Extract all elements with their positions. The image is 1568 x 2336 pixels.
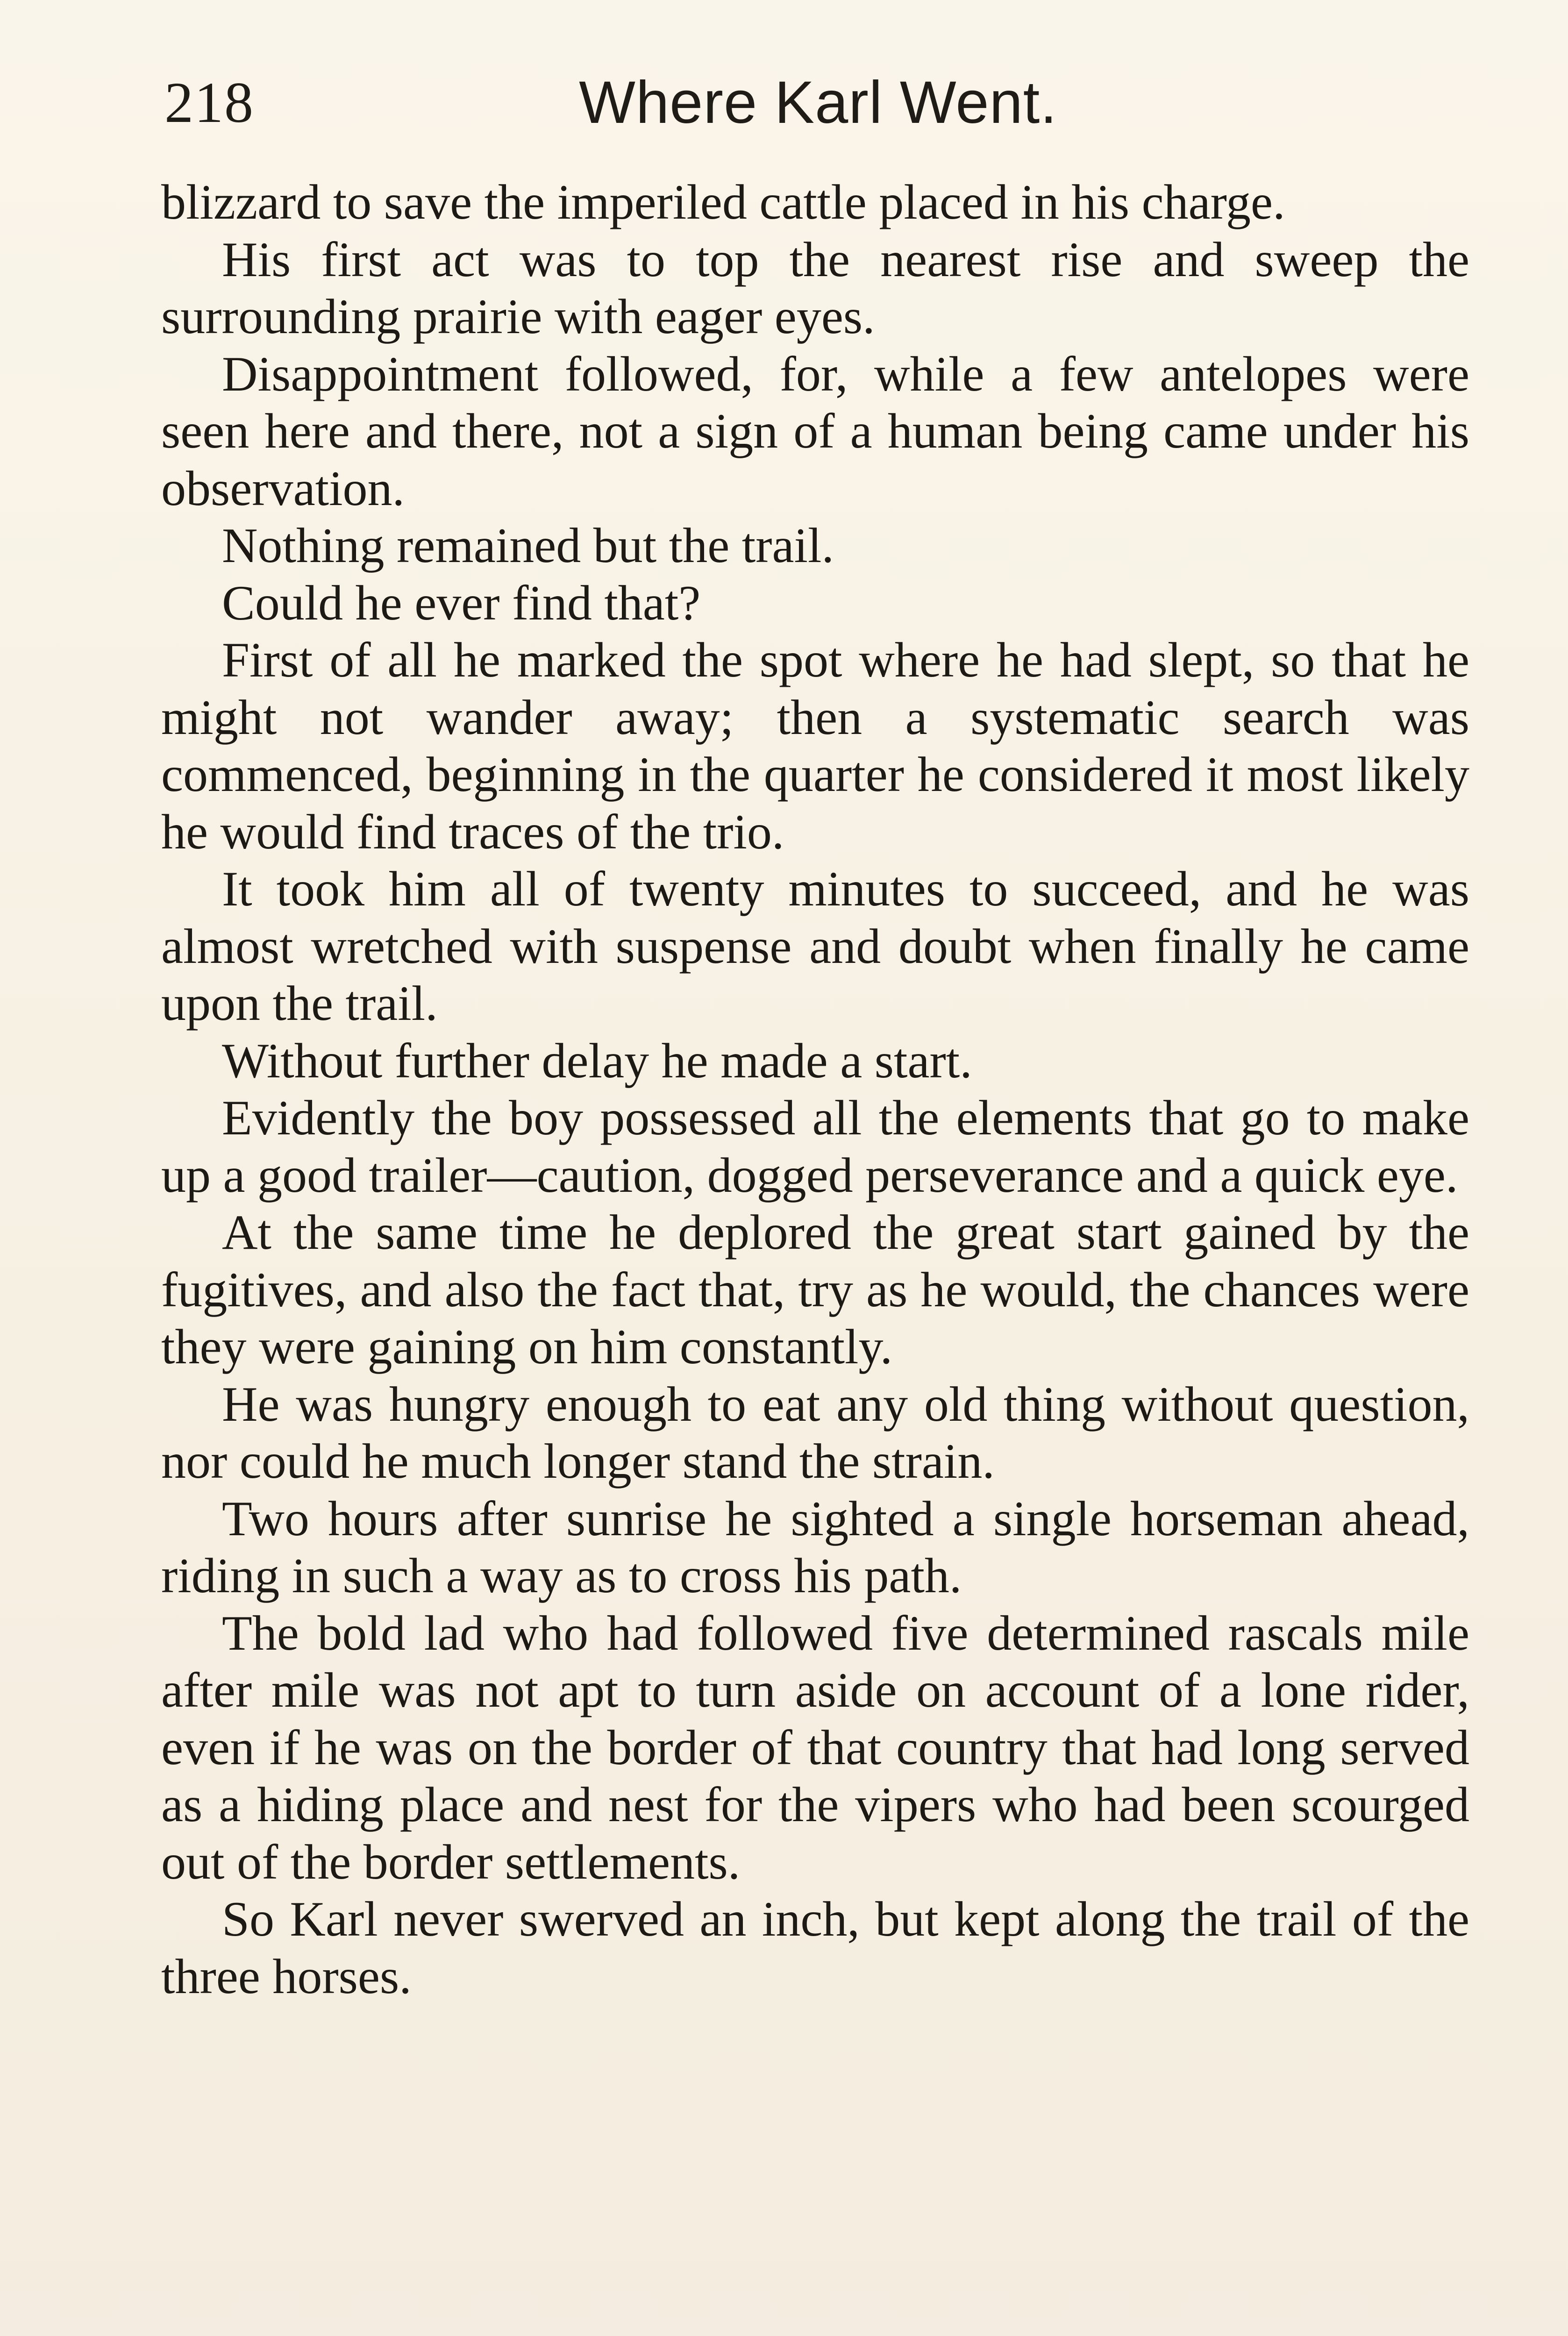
paragraph: So Karl never swerved an inch, but kept along the trail of the three horses.	[161, 1892, 1469, 2004]
paragraph: Two hours after sunrise he sighted a single horseman ahead, riding in such a way as to cross his path.	[161, 1491, 1469, 1603]
paragraph: Nothing remained but the trail.	[222, 518, 834, 573]
paragraph: First of all he marked the spot where he had slept, so that he might not wander away; then a systematic search was commenced, beginning in the quarter he considered it most likely he would find traces of the trio.	[161, 633, 1469, 859]
page-header	[164, 61, 1472, 145]
paragraph: He was hungry enough to eat any old thing without question, nor could he much longer stand the strain.	[161, 1376, 1469, 1488]
paragraph: Without further delay he made a start.	[222, 1033, 972, 1088]
paragraph: Could he ever find that?	[222, 575, 701, 630]
paragraph: It took him all of twenty minutes to succeed, and he was almost wretched with suspense and doubt when finally he came upon the trail.	[161, 862, 1469, 1031]
paragraph: At the same time he deplored the great start gained by the fugitives, and also the fact that, try as he would, the chances were they were gaining on him constantly.	[161, 1205, 1469, 1374]
paragraph: blizzard to save the imperiled cattle placed in his charge.	[161, 175, 1285, 229]
page-number: 218	[164, 71, 254, 135]
paragraph: His first act was to top the nearest rise and sweep the surrounding prairie with eager eyes.	[161, 232, 1469, 344]
body-text	[161, 174, 1469, 2005]
paragraph: Evidently the boy possessed all the elements that go to make up a good trailer—caution, dogged perseverance and a quick eye.	[161, 1090, 1469, 1203]
running-title: Where Karl Went.	[579, 69, 1057, 136]
paragraph: The bold lad who had followed five determined rascals mile after mile was not apt to turn aside on account of a lone rider, even if he was on the border of that country that had long served as a hiding place and nest for the vipers who had been scourged out of the border settlements.	[161, 1605, 1469, 1889]
paragraph: Disappointment followed, for, while a few antelopes were seen here and there, not a sign of a human being came under his observation.	[161, 346, 1469, 516]
